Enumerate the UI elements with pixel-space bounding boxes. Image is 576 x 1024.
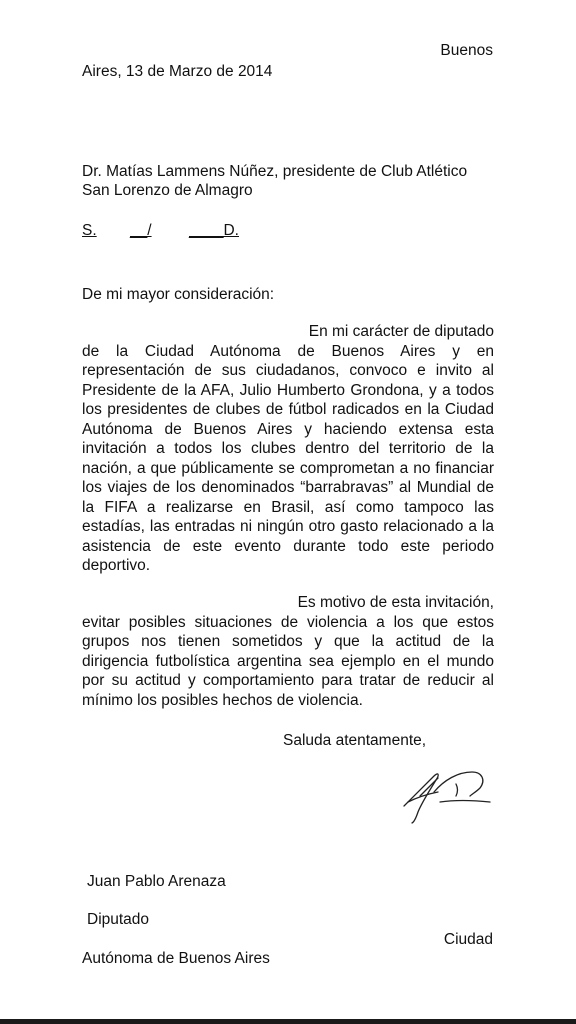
signer-title: Diputado — [87, 911, 150, 928]
paragraph-2-body: evitar posibles situaciones de violencia a los que estos grupos nos tienen sometidos y que la actitud de la dirigencia futbolística argentina sea ejemplo en el mundo por su actitud y comportamiento para tratar de reducir al mínimo los posibles hechos de violencia. — [82, 613, 494, 709]
sd-d: ____D. — [189, 222, 239, 239]
signer-org-line-2: Autónoma de Buenos Aires — [82, 950, 270, 967]
sd-slash: __/ — [130, 222, 152, 239]
closing: Saluda atentamente, — [283, 732, 427, 749]
addressee-line-2: San Lorenzo de Almagro — [82, 182, 253, 199]
sd-s: S. — [82, 222, 97, 239]
signature-image — [400, 762, 496, 824]
signer-name: Juan Pablo Arenaza — [87, 873, 226, 890]
addressee-line-1: Dr. Matías Lammens Núñez, presidente de Club Atlético — [82, 163, 468, 180]
date-line-1: Buenos — [440, 42, 493, 59]
paragraph-1-first-line: En mi carácter de diputado — [308, 323, 494, 340]
paragraph-1-body: de la Ciudad Autónoma de Buenos Aires y en representación de sus ciudadanos, convoco e invito al Presidente de la AFA, Julio Humberto Grondona, y a todos los presidentes de clubes de fútbol radicados en la Ciudad Autónoma de Buenos Aires y haciendo extensa esta invitación a todos los clubes dentro del territorio de la nación, a que públicamente se comprometan a no financiar los viajes de los denominados “barrabravas” al Mundial de la FIFA a realizarse en Brasil, así como tampoco las estadías, las entradas ni ningún otro gasto relacionado a la asistencia de este evento durante todo este periodo deportivo. — [82, 342, 494, 574]
paragraph-2 — [82, 593, 494, 710]
paragraph-1 — [82, 322, 494, 576]
salutation: De mi mayor consideración: — [82, 286, 275, 303]
signer-org-line-1: Ciudad — [443, 931, 493, 948]
date-line-2: Aires, 13 de Marzo de 2014 — [82, 63, 273, 80]
bottom-edge-bar — [0, 1019, 576, 1024]
paragraph-2-first-line: Es motivo de esta invitación, — [297, 594, 494, 611]
